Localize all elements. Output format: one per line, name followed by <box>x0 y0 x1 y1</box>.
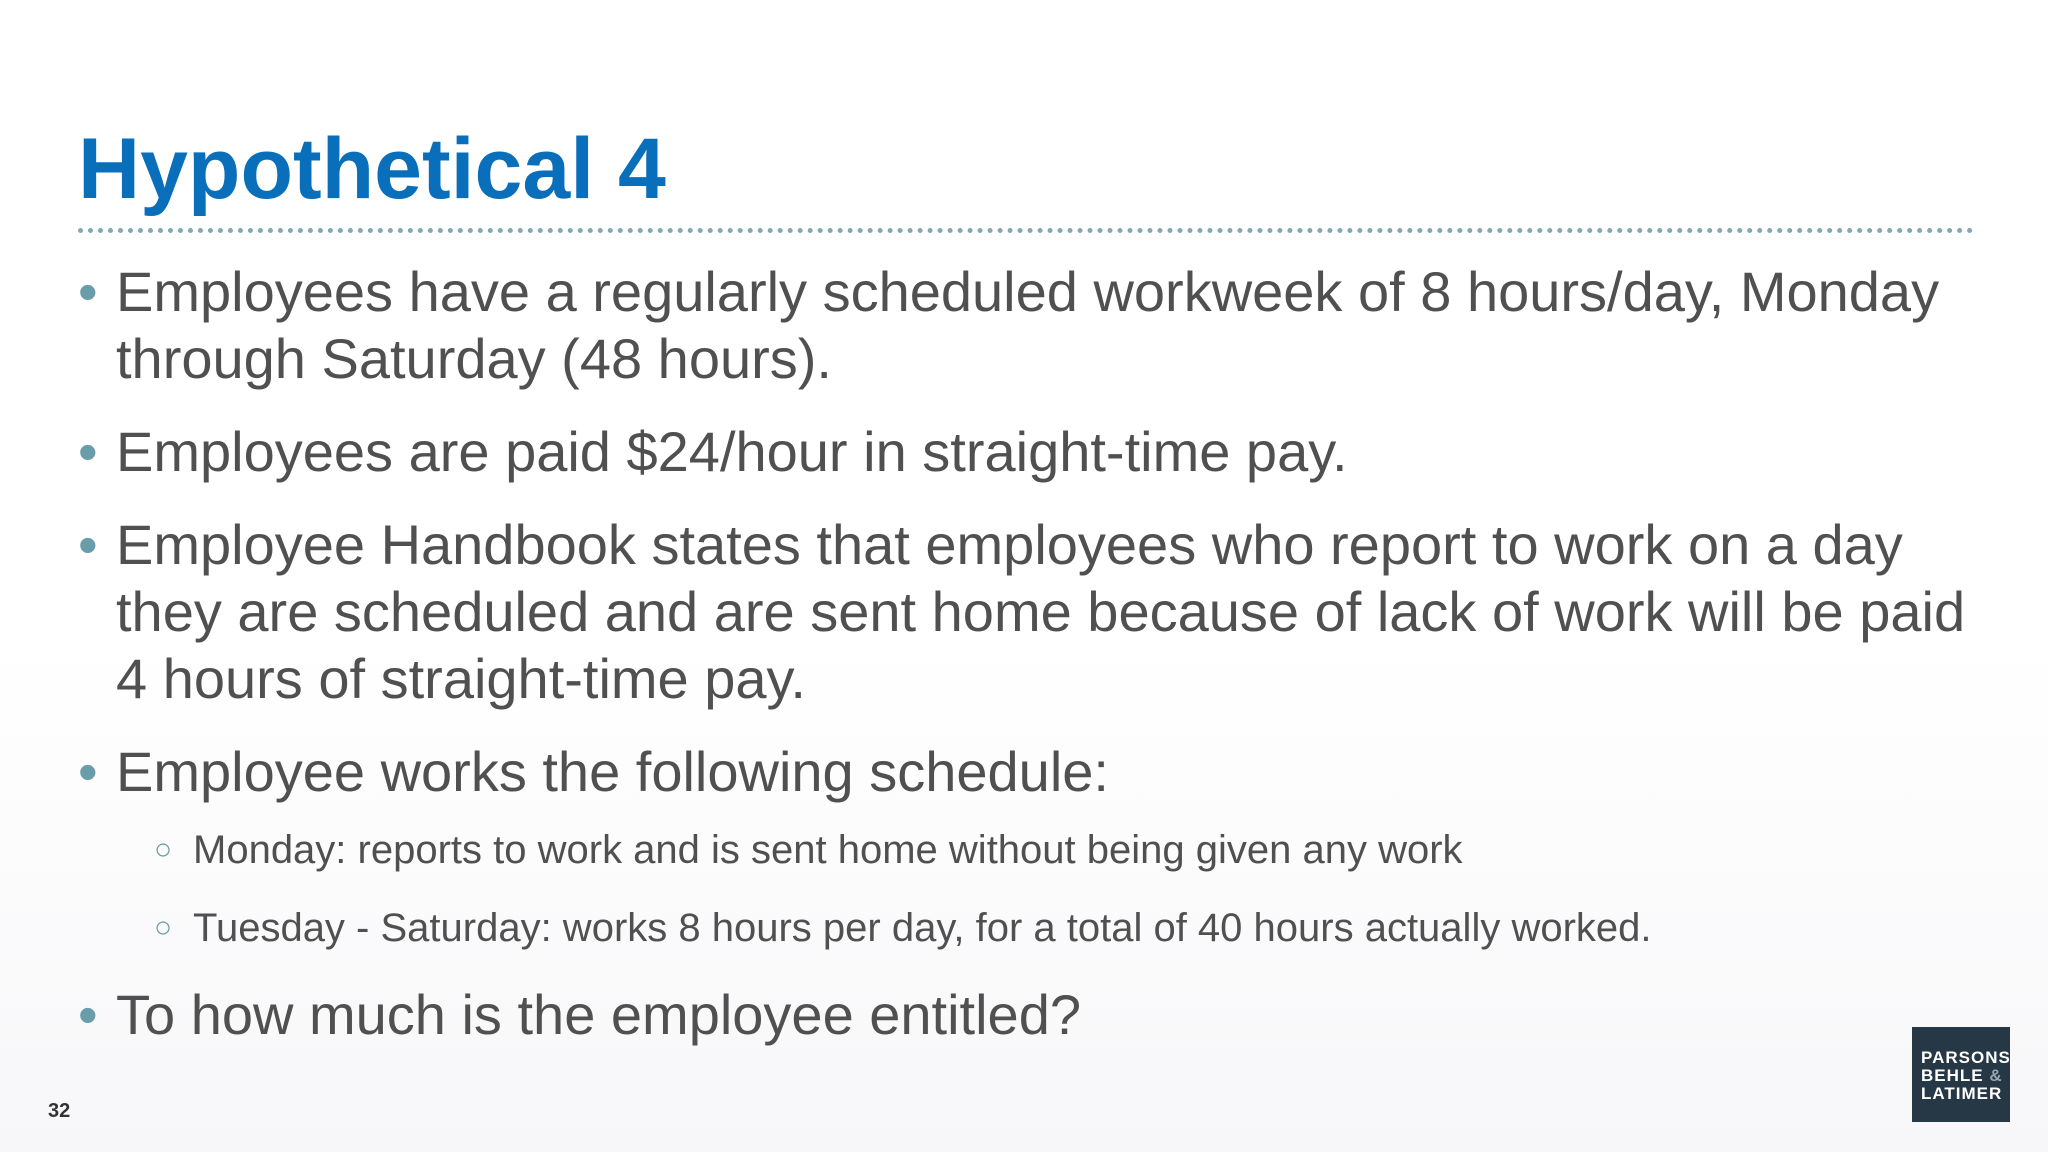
bullet-text: To how much is the employee entitled? <box>116 983 1081 1046</box>
logo-ampersand: & <box>1989 1066 2003 1085</box>
bullet-dot-icon: • <box>78 513 98 576</box>
bullet-list <box>78 258 1978 1074</box>
bullet-dot-icon: • <box>78 983 98 1046</box>
sub-bullet-list <box>78 825 1978 953</box>
bullet-dot-icon: • <box>78 740 98 803</box>
title-divider <box>78 228 1974 233</box>
logo-word-behle: BEHLE <box>1921 1066 1984 1085</box>
bullet-dot-icon: • <box>78 420 98 483</box>
bullet-text: Employees have a regularly scheduled workweek of 8 hours/day, Monday through Saturday (48 hours). <box>116 260 1940 390</box>
bullet-item <box>78 258 1978 392</box>
bullet-item <box>78 738 1978 805</box>
bullet-item <box>78 981 1978 1048</box>
firm-logo <box>1912 1027 2010 1122</box>
sub-bullet-ring-icon: ○ <box>154 833 173 866</box>
logo-line-2 <box>1921 1067 2010 1085</box>
slide-title: Hypothetical 4 <box>78 121 666 217</box>
bullet-text: Employees are paid $24/hour in straight-time pay. <box>116 420 1348 483</box>
bullet-item <box>78 511 1978 712</box>
bullet-text: Employee works the following schedule: <box>116 740 1109 803</box>
logo-line-1: PARSONS <box>1921 1048 2011 1067</box>
page-number: 32 <box>48 1100 71 1122</box>
sub-bullet-item <box>78 903 1978 953</box>
sub-bullet-item <box>78 825 1978 875</box>
bullet-item <box>78 418 1978 485</box>
bullet-text: Employee Handbook states that employees who report to work on a day they are scheduled and are sent home because of lack of work will be paid 4 hours of straight-time pay. <box>116 513 1966 710</box>
sub-bullet-text: Tuesday - Saturday: works 8 hours per day, for a total of 40 hours actually worked. <box>193 906 1652 950</box>
sub-bullet-text: Monday: reports to work and is sent home without being given any work <box>193 828 1463 872</box>
logo-line-3: LATIMER <box>1921 1084 2003 1103</box>
bullet-dot-icon: • <box>78 260 98 323</box>
sub-bullet-ring-icon: ○ <box>154 911 173 944</box>
